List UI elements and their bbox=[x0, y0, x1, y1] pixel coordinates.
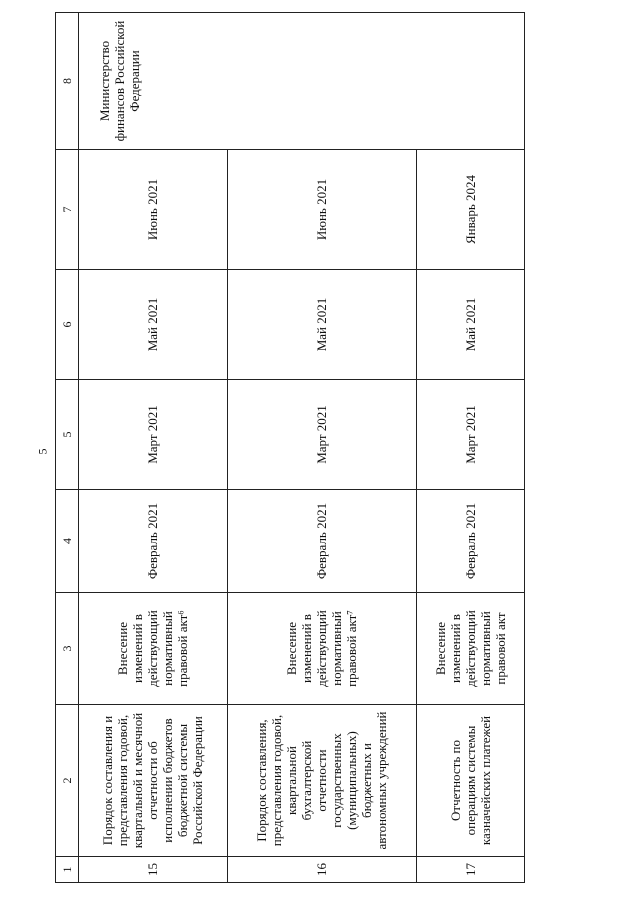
header-cell: 7 bbox=[56, 150, 79, 270]
document-name: Порядок составления и представления годовой, квартальной и месячной отчетности об исполнении бюджетов бюджетной системы Российской Федерации bbox=[79, 705, 228, 857]
date-cell: Май 2021 bbox=[79, 270, 228, 380]
table-row bbox=[79, 13, 228, 883]
document-type: Внесение изменений в действующий нормативный правовой акт⁷ bbox=[227, 593, 416, 705]
responsible-authority: Министерство финансов Российской Федерации bbox=[79, 13, 525, 150]
header-cell: 1 bbox=[56, 857, 79, 883]
document-name: Отчетность по операциям системы казначейских платежей bbox=[416, 705, 524, 857]
page-number: 5 bbox=[35, 448, 50, 455]
date-cell: Февраль 2021 bbox=[227, 490, 416, 593]
date-cell: Май 2021 bbox=[416, 270, 524, 380]
document-name: Порядок составления, представления годовой, квартальной бухгалтерской отчетности государственных (муниципальных) бюджетных и автономных учреждений bbox=[227, 705, 416, 857]
date-cell: Март 2021 bbox=[79, 380, 228, 490]
date-cell: Январь 2024 bbox=[416, 150, 524, 270]
header-cell: 6 bbox=[56, 270, 79, 380]
regulation-table bbox=[55, 12, 525, 883]
date-cell: Март 2021 bbox=[416, 380, 524, 490]
date-cell: Февраль 2021 bbox=[416, 490, 524, 593]
date-cell: Июнь 2021 bbox=[227, 150, 416, 270]
date-cell: Февраль 2021 bbox=[79, 490, 228, 593]
row-number: 17 bbox=[416, 857, 524, 883]
header-cell: 4 bbox=[56, 490, 79, 593]
header-cell: 8 bbox=[56, 13, 79, 150]
header-row bbox=[56, 13, 79, 883]
row-number: 16 bbox=[227, 857, 416, 883]
document-type: Внесение изменений в действующий нормативный правовой акт⁶ bbox=[79, 593, 228, 705]
header-cell: 3 bbox=[56, 593, 79, 705]
header-cell: 2 bbox=[56, 705, 79, 857]
date-cell: Март 2021 bbox=[227, 380, 416, 490]
header-cell: 5 bbox=[56, 380, 79, 490]
row-number: 15 bbox=[79, 857, 228, 883]
rotated-table-wrapper bbox=[55, 13, 525, 883]
date-cell: Май 2021 bbox=[227, 270, 416, 380]
date-cell: Июнь 2021 bbox=[79, 150, 228, 270]
document-type: Внесение изменений в действующий нормативный правовой акт bbox=[416, 593, 524, 705]
